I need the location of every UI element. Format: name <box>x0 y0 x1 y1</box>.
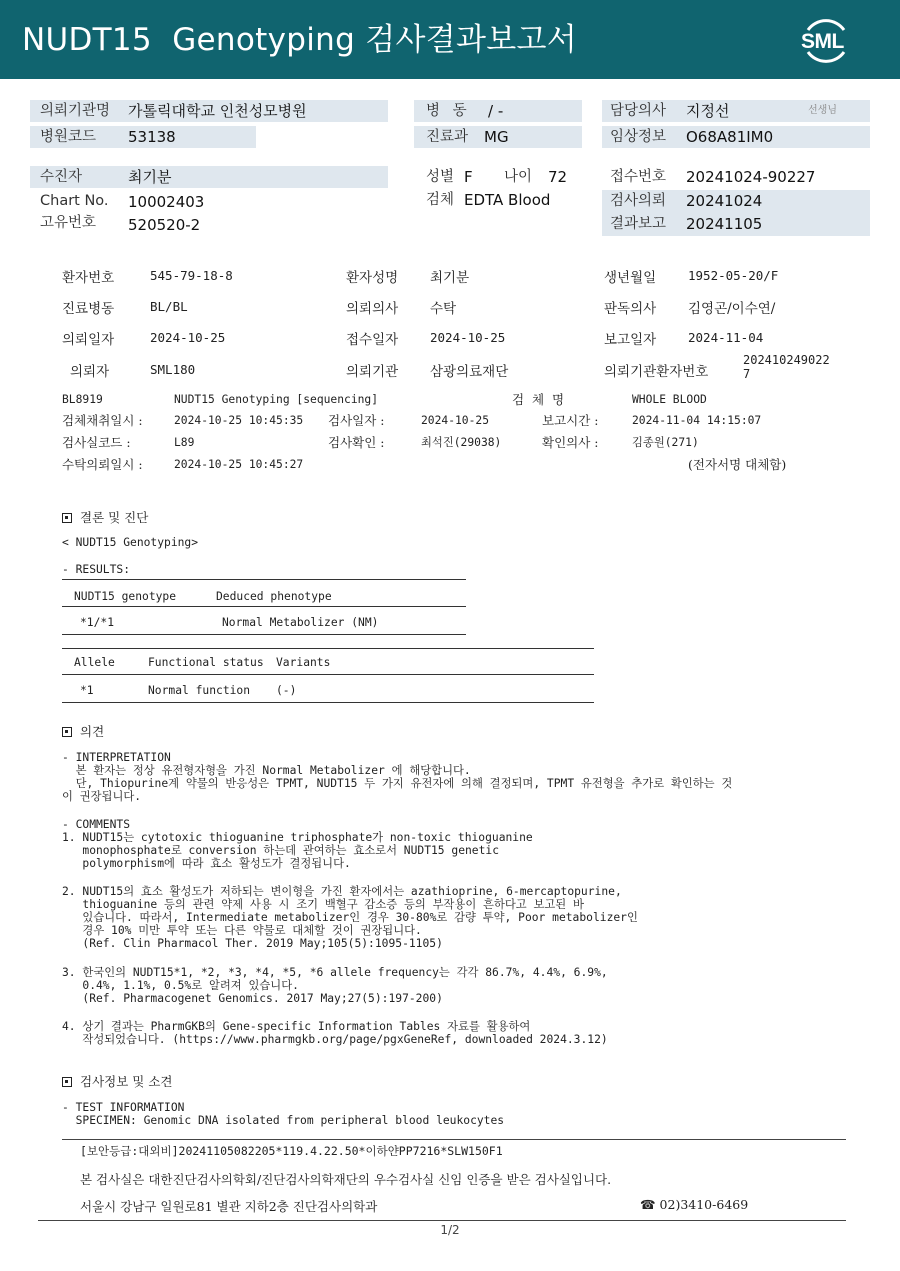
col-functional: Functional status <box>148 656 264 669</box>
section-opinion-title: 의견 <box>80 724 105 739</box>
test-code: BL8919 <box>62 393 103 406</box>
orgpat-value-1: 202410249022 <box>743 353 830 367</box>
orgpat-value-2: 7 <box>743 367 751 381</box>
comment-line: thioguanine 등의 관련 약제 사용 시 조기 백혈구 감소증 등의 부작용이 흔하다고 보고된 바 <box>62 898 584 911</box>
dept-label: 진료과 <box>426 129 469 145</box>
phone-line: ☎ 02)3410-6469 <box>640 1197 749 1212</box>
requester-label: 의뢰자 <box>70 364 110 380</box>
report-subtitle: < NUDT15 Genotyping> <box>62 536 199 549</box>
divider <box>38 1220 846 1221</box>
address-line: 서울시 강남구 일원로81 별관 지하2층 진단검사의학과 <box>80 1199 378 1214</box>
consign-value: 2024-10-25 10:45:27 <box>174 458 304 471</box>
patno-value: 545-79-18-8 <box>150 268 233 283</box>
bar-patient <box>30 166 388 188</box>
section-testinfo <box>62 1072 172 1090</box>
section-box-icon <box>62 727 72 737</box>
reqdate-value: 2024-10-25 <box>150 330 226 345</box>
patient-label: 수진자 <box>40 169 83 185</box>
hosp-code-label: 병원코드 <box>40 129 97 145</box>
req-org-value: 가톨릭대학교 인천성모병원 <box>128 102 307 120</box>
esign-note: (전자서명 대체함) <box>688 457 787 472</box>
age-label: 나이 <box>504 169 533 185</box>
patname-value: 최기분 <box>430 270 470 286</box>
page-number: 1/2 <box>440 1223 460 1237</box>
confirmdoc-label: 확인의사 : <box>542 435 599 450</box>
specimen-label: 검체 <box>426 192 455 208</box>
section-box-icon <box>62 1077 72 1087</box>
confirmdoc-value: 김종원(271) <box>632 436 699 449</box>
req-org-label: 의뢰기관명 <box>40 103 111 119</box>
divider <box>62 634 466 635</box>
reqorg-value: 삼광의료재단 <box>430 364 509 380</box>
genotype-value: *1/*1 <box>80 616 115 629</box>
comment-line: 경우 10% 미만 투약 또는 다른 약물로 대체할 것이 권장됩니다. <box>62 924 422 937</box>
comment-line: polymorphism에 따라 효소 활성도가 결정됩니다. <box>62 857 351 870</box>
specimen-value: EDTA Blood <box>464 191 551 209</box>
ward2-value: BL/BL <box>150 299 188 314</box>
interp-line: 본 환자는 정상 유전형자형을 가진 Normal Metabolizer 에 해당합니다. <box>62 764 471 777</box>
patient-value: 최기분 <box>128 168 172 186</box>
requester-value: SML180 <box>150 362 196 377</box>
interp-heading: - INTERPRETATION <box>62 751 171 764</box>
result-label: 결과보고 <box>610 216 667 232</box>
divider <box>62 579 466 580</box>
variant-value: (-) <box>276 684 297 697</box>
testinfo-line: SPECIMEN: Genomic DNA isolated from peripheral blood leukocytes <box>62 1114 505 1127</box>
chart-value: 10002403 <box>128 193 205 211</box>
logo-text: SML <box>801 30 844 53</box>
patno-label: 환자번호 <box>62 270 115 286</box>
comment-line: monophosphate로 conversion 하는데 관여하는 효소로서 NUDT15 genetic <box>62 844 500 857</box>
test-req-label: 검사의뢰 <box>610 193 667 209</box>
sml-logo <box>798 12 854 68</box>
ward-value: / - <box>488 102 504 120</box>
test-name: NUDT15 Genotyping [sequencing] <box>174 393 379 406</box>
consign-label: 수탁의뢰일시 : <box>62 457 143 472</box>
doctor-value: 지정선 <box>686 102 730 120</box>
comment-line: (Ref. Pharmacogenet Genomics. 2017 May;27(5):197-200) <box>62 992 443 1005</box>
col-variants: Variants <box>276 656 331 669</box>
reporttime-label: 보고시간 : <box>542 413 599 428</box>
clinical-value: O68A81IM0 <box>686 128 774 146</box>
doctor-label: 담당의사 <box>610 103 667 119</box>
age-value: 72 <box>548 168 568 186</box>
phenotype-value: Normal Metabolizer (NM) <box>222 616 379 629</box>
comments-heading: - COMMENTS <box>62 818 131 831</box>
readdoc-value: 김영곤/이수연/ <box>688 301 776 317</box>
reqdoc-value: 수탁 <box>430 301 457 317</box>
test-req-value: 20241024 <box>686 192 763 210</box>
comment-line: 작성되었습니다. (https://www.pharmgkb.org/page/pgxGeneRef, downloaded 2024.3.12) <box>62 1033 608 1046</box>
section-conclusion-title: 결론 및 진단 <box>80 510 149 525</box>
receipt-value: 20241024-90227 <box>686 168 816 186</box>
section-conclusion <box>62 508 148 526</box>
security-line: [보안등급:대외비]20241105082205*119.4.22.50*이하얀PP7216*SLW150F1 <box>80 1144 503 1158</box>
sex-value: F <box>464 168 473 186</box>
receipt-label: 접수번호 <box>610 169 667 185</box>
sex-label: 성별 <box>426 169 455 185</box>
collect-value: 2024-10-25 10:45:35 <box>174 414 304 427</box>
uid-value: 520520-2 <box>128 216 201 234</box>
comment-line: 4. 상기 결과는 PharmGKB의 Gene-specific Information Tables 자료를 활용하여 <box>62 1020 531 1033</box>
dob-label: 생년월일 <box>604 270 657 286</box>
cert-line: 본 검사실은 대한진단검사의학회/진단검사의학재단의 우수검사실 신임 인증을 받은 검사실입니다. <box>80 1172 612 1187</box>
reqdate-label: 의뢰일자 <box>62 332 115 348</box>
recdate-value: 2024-10-25 <box>430 330 506 345</box>
repdate-value: 2024-11-04 <box>688 330 764 345</box>
col-phenotype: Deduced phenotype <box>216 590 332 603</box>
comment-line: 0.4%, 1.1%, 0.5%로 알려져 있습니다. <box>62 979 299 992</box>
divider <box>62 648 594 649</box>
allele-value: *1 <box>80 684 94 697</box>
interp-line: 이 권장됩니다. <box>62 790 142 803</box>
func-value: Normal function <box>148 684 251 697</box>
orgpat-label: 의뢰기관환자번호 <box>604 364 709 380</box>
report-title: NUDT15 Genotyping 검사결과보고서 <box>22 22 577 58</box>
reqdoc-label: 의뢰의사 <box>346 301 399 317</box>
comment-line: 2. NUDT15의 효소 활성도가 저하되는 변이형을 가진 환자에서는 azathioprine, 6-mercaptopurine, <box>62 885 622 898</box>
hosp-code-value: 53138 <box>128 128 176 146</box>
room-value: L89 <box>174 436 195 449</box>
collect-label: 검체채취일시 : <box>62 413 143 428</box>
dob-value: 1952-05-20/F <box>688 268 779 283</box>
result-value: 20241105 <box>686 215 763 233</box>
testdate-label: 검사일자 : <box>328 413 385 428</box>
divider <box>62 702 594 703</box>
doctor-suffix: 선생님 <box>808 105 837 116</box>
divider <box>62 1139 846 1140</box>
comment-line: 있습니다. 따라서, Intermediate metabolizer인 경우 30-80%로 감량 투약, Poor metabolizer인 <box>62 911 638 924</box>
repdate-label: 보고일자 <box>604 332 657 348</box>
report-header <box>0 0 900 79</box>
comment-line: 3. 한국인의 NUDT15*1, *2, *3, *4, *5, *6 allele frequency는 각각 86.7%, 4.4%, 6.9%, <box>62 966 608 979</box>
divider <box>62 606 466 607</box>
confirm-value: 최석진(29038) <box>421 436 502 449</box>
readdoc-label: 판독의사 <box>604 301 657 317</box>
col-allele: Allele <box>74 656 115 669</box>
divider <box>62 674 594 675</box>
testinfo-heading: - TEST INFORMATION <box>62 1101 185 1114</box>
reqorg-label: 의뢰기관 <box>346 364 399 380</box>
testdate-value: 2024-10-25 <box>421 414 490 427</box>
patname-label: 환자성명 <box>346 270 399 286</box>
room-label: 검사실코드 : <box>62 435 131 450</box>
section-testinfo-title: 검사정보 및 소견 <box>80 1074 173 1089</box>
interp-line: 단, Thiopurine계 약물의 반응성은 TPMT, NUDT15 두 가지 유전자에 의해 결정되며, TPMT 유전형을 추가로 확인하는 것 <box>62 777 733 790</box>
clinical-label: 임상정보 <box>610 129 667 145</box>
section-box-icon <box>62 513 72 523</box>
section-opinion <box>62 722 104 740</box>
dept-value: MG <box>484 128 509 146</box>
results-heading: - RESULTS: <box>62 563 131 576</box>
reporttime-value: 2024-11-04 14:15:07 <box>632 414 762 427</box>
col-genotype: NUDT15 genotype <box>74 590 177 603</box>
ward2-label: 진료병동 <box>62 301 115 317</box>
comment-line: 1. NUDT15는 cytotoxic thioguanine triphosphate가 non-toxic thioguanine <box>62 831 533 844</box>
comment-line: (Ref. Clin Pharmacol Ther. 2019 May;105(5):1095-1105) <box>62 937 443 950</box>
confirm-label: 검사확인 : <box>328 435 385 450</box>
chart-label: Chart No. <box>40 193 109 209</box>
ward-label: 병 동 <box>426 103 467 119</box>
uid-label: 고유번호 <box>40 215 97 231</box>
test-specimen-label: 검 체 명 <box>512 392 565 407</box>
recdate-label: 접수일자 <box>346 332 399 348</box>
test-specimen-value: WHOLE BLOOD <box>632 393 707 406</box>
